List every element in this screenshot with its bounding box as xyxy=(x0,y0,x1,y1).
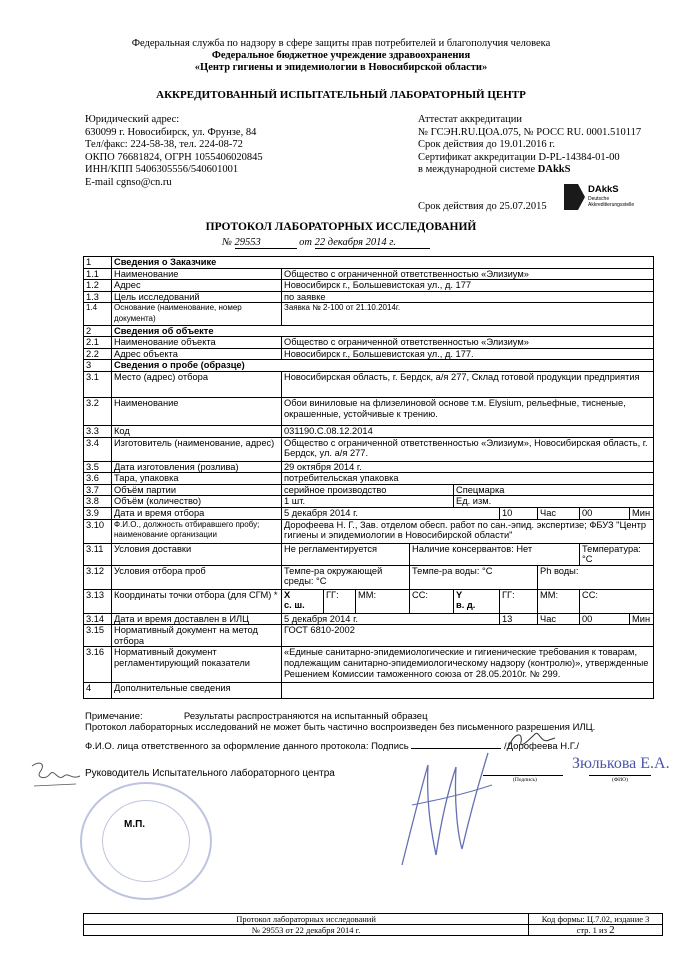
accreditation-cert: Сертификат аккредитации D-PL-14384-01-00 xyxy=(418,151,620,163)
table-row: 4 Дополнительные сведения xyxy=(84,683,654,699)
head-name: Зюлькова Е.А. xyxy=(572,755,670,772)
accreditation-info xyxy=(418,114,641,177)
note-text: Результаты распространяются на испытанный образец xyxy=(183,711,428,722)
protocol-number: 29553 xyxy=(235,237,297,249)
head-fio-line xyxy=(589,775,651,776)
note-label: Примечание: xyxy=(85,711,143,722)
note-line xyxy=(85,711,428,722)
head-sign-line xyxy=(483,775,563,776)
table-row: 2.2 Адрес объекта Новосибирск г., Большевистская ул., д. 177. xyxy=(84,348,654,360)
table-row: 3.15 Нормативный документ на метод отбора ГОСТ 6810-2002 xyxy=(84,625,654,647)
table-row: 3.7 Объём партии серийное производство Спецмарка xyxy=(84,484,654,496)
footer-doc-name: Протокол лабораторных исследований xyxy=(84,914,529,925)
dakks-logo-text: DAkkS xyxy=(588,184,619,195)
official-stamp xyxy=(80,782,212,900)
table-row: 3 Сведения о пробе (образце) xyxy=(84,360,654,372)
note-reproduction: Протокол лабораторных исследований не может быть частично воспроизведен без письменного разрешения ИЛЦ. xyxy=(85,722,596,733)
fio-caption: (ФИО) xyxy=(612,777,628,783)
table-row: 1 Сведения о Заказчике xyxy=(84,257,654,269)
cert-valid: Срок действия до 25.07.2015 xyxy=(418,201,547,212)
table-row: 2.1 Наименование объекта Общество с ограниченной ответственностью «Элизиум» xyxy=(84,337,654,349)
okpo: ОКПО 76681824, ОГРН 1055406020845 xyxy=(85,151,263,163)
accreditation-valid: Срок действия до 19.01.2016 г. xyxy=(418,139,555,150)
table-row: 3.16 Нормативный документ регламентирующий показатели «Единые санитарно-эпидемиологические и гигиенические требования к товарам, подлежащим санитарно-эпидемиологическому надзору (контролю)», утвержденные Решением Комиссии таможенного союза от 28.05.2010г. № 299. xyxy=(84,647,654,683)
responsible-label: Ф.И.О. лица ответственного за оформление данного протокола: Подпись xyxy=(85,741,409,752)
footer-page: стр. 1 из 2 xyxy=(529,925,663,936)
protocol-title: ПРОТОКОЛ ЛАБОРАТОРНЫХ ИССЛЕДОВАНИЙ xyxy=(205,221,477,233)
table-row: 3.4 Изготовитель (наименование, адрес) Общество с ограниченной ответственностью «Элизиум», Новосибирская область, г. Бердск, ул. а/я 277. xyxy=(84,437,654,461)
legal-address: 630099 г. Новосибирск, ул. Фрунзе, 84 xyxy=(85,126,257,138)
dakks-logo-sub1: Deutsche xyxy=(588,196,610,202)
table-row: 2 Сведения об объекте xyxy=(84,325,654,337)
org-info xyxy=(85,114,263,189)
table-row: 3.13 Координаты точки отбора (для СГМ) * Х с. ш. ГГ: ММ: СС: Y в. д. ГГ: ММ: СС: xyxy=(84,589,654,613)
footer-table xyxy=(83,913,663,936)
table-row: 3.12 Условия отбора проб Темпе-ра окружающей среды: °С Темпе-ра воды: °С Рh воды: xyxy=(84,565,654,589)
table-row: 3.9 Дата и время отбора 5 декабря 2014 г. 10 Час 00 Мин xyxy=(84,507,654,519)
inn: ИНН/КПП 5406305556/540601001 xyxy=(85,164,239,175)
phone: Тел/факс: 224-58-38, тел. 224-08-72 xyxy=(85,139,243,150)
table-row: 3.10 Ф.И.О., должность отбиравшего пробу; наименование организации Дорофеева Н. Г., Зав. отделом обесп. работ по сан.-эпид. экспертизе; ФБУЗ "Центр гигиены и эпидемиологии в Новосибирской области" xyxy=(84,519,654,543)
table-row: 1.2 Адрес Новосибирск г., Большевистская ул., д. 177 xyxy=(84,280,654,292)
table-row: 3.3 Код 031190.С.08.12.2014 xyxy=(84,425,654,437)
email: E-mail cgnso@cn.ru xyxy=(85,176,172,188)
legal-address-label: Юридический адрес: xyxy=(85,114,180,125)
signature-responsible xyxy=(505,728,557,752)
table-row: 3.6 Тара, упаковка потребительская упаковка xyxy=(84,473,654,485)
table-row: 1.1 Наименование Общество с ограниченной ответственностью «Элизиум» xyxy=(84,268,654,280)
stamp-mp: М.П. xyxy=(124,819,146,830)
handwritten-mark xyxy=(28,758,88,794)
header-lab-title: АККРЕДИТОВАННЫЙ ИСПЫТАТЕЛЬНЫЙ ЛАБОРАТОРНЫЙ ЦЕНТР xyxy=(156,89,526,101)
table-row: 1.3 Цель исследований по заявке xyxy=(84,291,654,303)
header-institution: Федеральное бюджетное учреждение здравоохранения xyxy=(211,50,471,61)
footer-form-code: Код формы: Ц.7.02, издание 3 xyxy=(529,914,663,925)
header-center-name: «Центр гигиены и эпидемиологии в Новосибирской области» xyxy=(194,62,488,73)
responsible-name: /Дорофеева Н.Г./ xyxy=(503,741,580,752)
header-agency: Федеральная служба по надзору в сфере защиты прав потребителей и благополучия человека xyxy=(131,38,551,49)
accreditation-label: Аттестат аккредитации xyxy=(418,114,522,125)
dakks-logo xyxy=(563,180,655,216)
footer-doc-number: № 29553 от 22 декабря 2014 г. xyxy=(84,925,529,936)
table-row: 3.8 Объём (количество) 1 шт. Ед. изм. xyxy=(84,496,654,508)
table-row: 1.4 Основание (наименование, номер документа) Заявка № 2-100 от 21.10.2014г. xyxy=(84,303,654,325)
accreditation-number: № ГСЭН.RU.ЦОА.075, № РОСС RU. 0001.510117 xyxy=(418,126,642,138)
table-row: 3.1 Место (адрес) отбора Новосибирская область, г. Бердск, а/я 277, Склад готовой продукции предприятия xyxy=(84,371,654,397)
protocol-number-line: № 29553 от 22 декабря 2014 г. xyxy=(222,237,430,249)
table-row: 3.5 Дата изготовления (розлива) 29 октября 2014 г. xyxy=(84,461,654,473)
sign-caption: (Подпись) xyxy=(513,777,537,783)
dakks-logo-sub2: Akkreditierungsstelle xyxy=(588,202,635,208)
table-row: 3.11 Условия доставки Не регламентируется Наличие консервантов: Нет Температура: °С xyxy=(84,543,654,565)
table-row: 3.2 Наименование Обои виниловые на флизелиновой основе т.м. Elysium, рельефные, тисненые, окрашенные, устойчивые к трению. xyxy=(84,397,654,425)
accreditation-system: в международной системе DAkkS xyxy=(418,164,571,175)
protocol-date: 22 декабря 2014 г. xyxy=(315,237,430,249)
signature-head xyxy=(392,745,502,875)
head-label: Руководитель Испытательного лабораторного центра xyxy=(85,768,335,779)
table-row: 3.14 Дата и время доставлен в ИЛЦ 5 декабря 2014 г. 13 Час 00 Мин xyxy=(84,613,654,625)
protocol-table xyxy=(83,256,654,699)
